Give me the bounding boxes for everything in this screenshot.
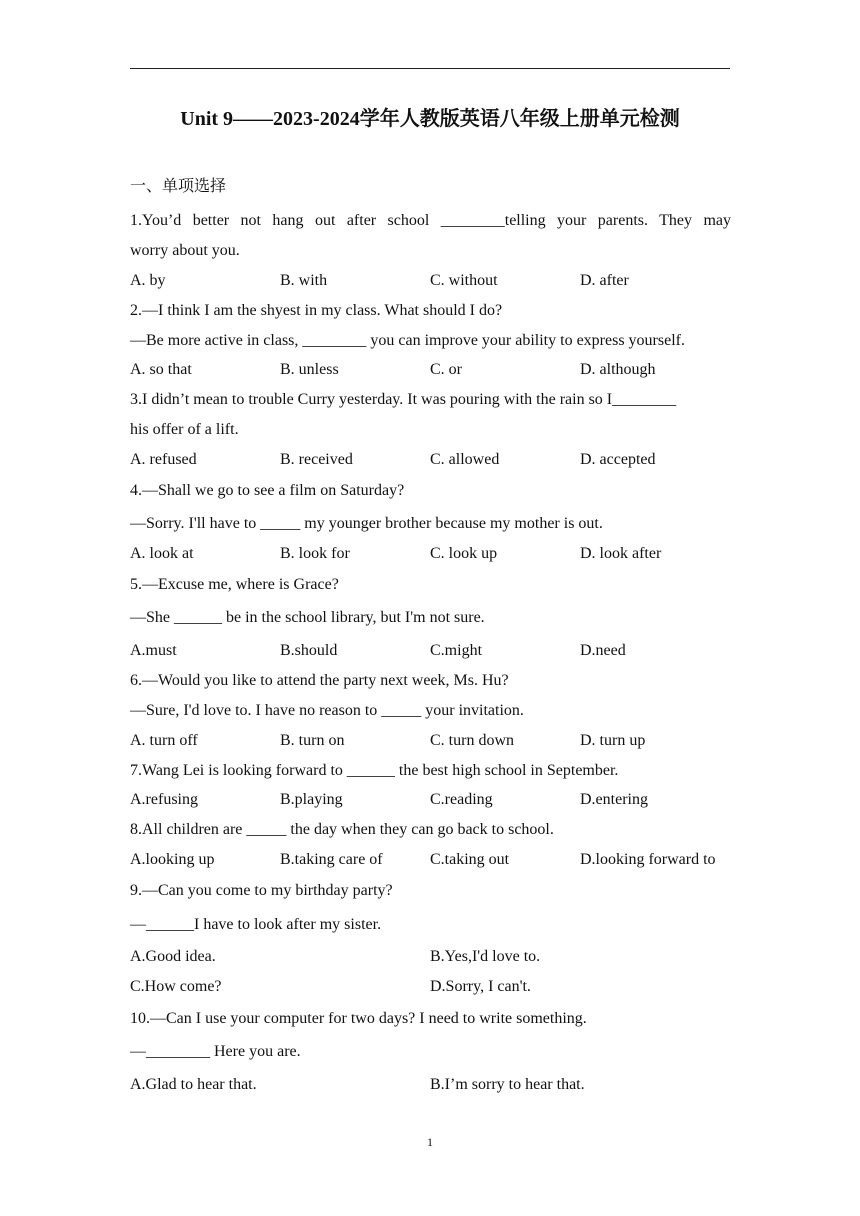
q4-option-c: C. look up [430,545,498,562]
q6-option-b: B. turn on [280,732,345,749]
question-6-text: 6.—Would you like to attend the party next week, Ms. Hu? [130,672,509,689]
q4-option-a: A. look at [130,545,194,562]
q4-option-b: B. look for [280,545,350,562]
q6-option-c: C. turn down [430,732,514,749]
q3-option-b: B. received [280,451,353,468]
q3-option-d: D. accepted [580,451,656,468]
q2-option-c: C. or [430,361,462,378]
q1-option-a: A. by [130,272,166,289]
q9-option-c: C.How come? [130,978,222,995]
q7-option-b: B.playing [280,791,343,808]
q6-option-a: A. turn off [130,732,198,749]
question-4-text-cont: —Sorry. I'll have to _____ my younger brother because my mother is out. [130,515,603,532]
q9-option-d: D.Sorry, I can't. [430,978,531,995]
question-3-text-cont: his offer of a lift. [130,421,239,438]
question-7-text: 7.Wang Lei is looking forward to ______ the best high school in September. [130,762,619,779]
q9-option-b: B.Yes,I'd love to. [430,948,541,965]
question-9-text: 9.—Can you come to my birthday party? [130,882,393,899]
question-1-text: 1.You’d better not hang out after school ________telling your parents. They may [130,212,731,229]
q3-option-a: A. refused [130,451,197,468]
q5-option-d: D.need [580,642,626,659]
q5-option-c: C.might [430,642,483,659]
q1-option-c: C. without [430,272,498,289]
question-6-text-cont: —Sure, I'd love to. I have no reason to _____ your invitation. [130,702,524,719]
question-5-text: 5.—Excuse me, where is Grace? [130,576,339,593]
header-rule [130,68,730,69]
question-3-text: 3.I didn’t mean to trouble Curry yesterday. It was pouring with the rain so I________ [130,391,677,408]
question-10-text-cont: —________ Here you are. [130,1043,301,1060]
question-9-text-cont: —______I have to look after my sister. [130,916,382,933]
q1-option-d: D. after [580,272,629,289]
q10-option-a: A.Glad to hear that. [130,1076,257,1093]
q8-option-d: D.looking forward to [580,851,716,868]
q10-option-b: B.I’m sorry to hear that. [430,1076,585,1093]
q9-option-a: A.Good idea. [130,948,216,965]
question-8-text: 8.All children are _____ the day when they can go back to school. [130,821,554,838]
section-heading: 一、单项选择 [130,178,227,195]
q8-option-a: A.looking up [130,851,215,868]
q5-option-a: A.must [130,642,177,659]
question-4-text: 4.—Shall we go to see a film on Saturday? [130,482,405,499]
question-2-text-cont: —Be more active in class, ________ you can improve your ability to express yourself. [130,332,685,349]
q3-option-c: C. allowed [430,451,500,468]
question-1-text-cont: worry about you. [130,242,240,259]
q2-option-a: A. so that [130,361,192,378]
q8-option-c: C.taking out [430,851,510,868]
q2-option-d: D. although [580,361,656,378]
question-2-text: 2.—I think I am the shyest in my class. What should I do? [130,302,503,319]
page-title: Unit 9——2023-2024学年人教版英语八年级上册单元检测 [180,108,680,130]
q6-option-d: D. turn up [580,732,646,749]
question-5-text-cont: —She ______ be in the school library, but I'm not sure. [130,609,485,626]
q5-option-b: B.should [280,642,338,659]
q1-option-b: B. with [280,272,328,289]
q7-option-d: D.entering [580,791,648,808]
q7-option-a: A.refusing [130,791,198,808]
question-10-text: 10.—Can I use your computer for two days? I need to write something. [130,1010,587,1027]
q8-option-b: B.taking care of [280,851,383,868]
q4-option-d: D. look after [580,545,662,562]
q7-option-c: C.reading [430,791,493,808]
page-number: 1 [427,1135,433,1149]
q2-option-b: B. unless [280,361,339,378]
